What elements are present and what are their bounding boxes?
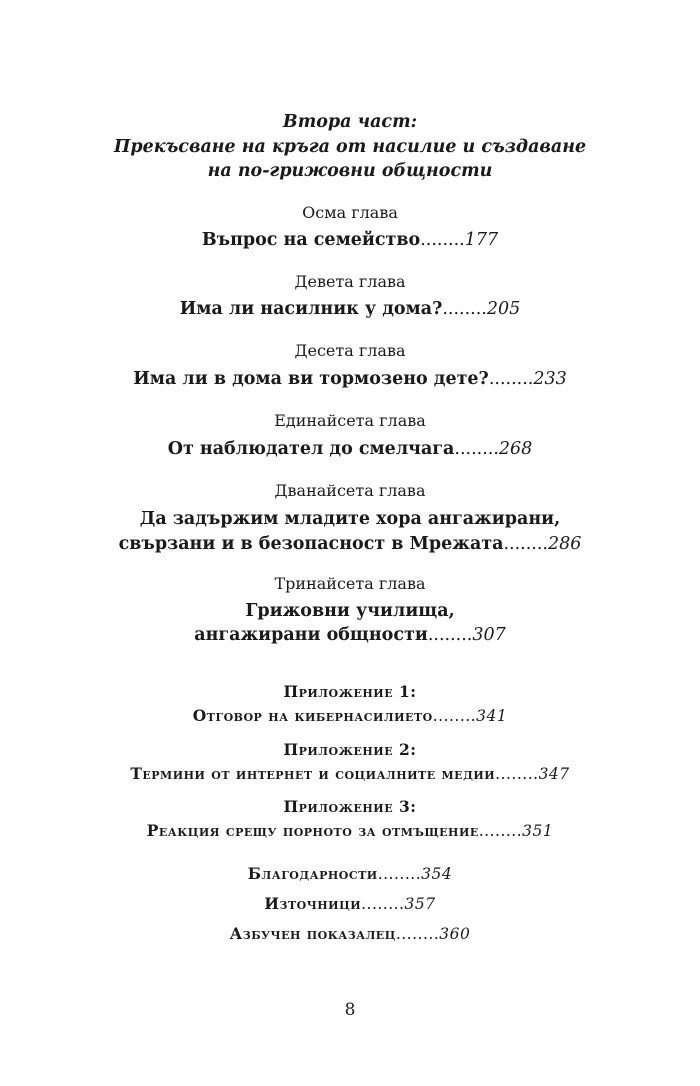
leader-dots: ........ (361, 895, 405, 913)
chapter-entry[interactable] (0, 439, 700, 459)
chapter-label: Тринайсета глава (274, 574, 426, 593)
chapter-title: свързани и в безопасност в Мрежата (118, 534, 504, 554)
endmatter-title: Източници (264, 894, 362, 913)
chapter-title: От наблюдател до смелчага (167, 439, 455, 459)
page-ref: 347 (538, 765, 570, 783)
endmatter-entry[interactable] (0, 924, 700, 943)
leader-dots: ........ (395, 925, 440, 943)
page-ref: 286 (548, 534, 582, 554)
page-ref: 307 (472, 625, 506, 645)
chapter-label: Десета глава (294, 341, 406, 360)
part-heading-line-1: Втора част: (282, 112, 418, 132)
page-ref: 354 (421, 865, 453, 883)
appendix-title: Отговор на кибернасилието (192, 706, 433, 725)
leader-dots: ........ (488, 369, 534, 389)
page-number: 8 (344, 1000, 356, 1020)
chapter-title: Въпрос на семейство (201, 230, 421, 250)
chapter-entry[interactable] (0, 230, 700, 250)
leader-dots: ........ (478, 822, 523, 840)
part-heading-line-2: Прекъсване на кръга от насилие и създаване (113, 137, 587, 157)
chapter-entry[interactable] (0, 369, 700, 389)
chapter-entry-line-1[interactable] (0, 509, 700, 529)
chapter-label: Осма глава (302, 203, 398, 222)
chapter-title: Има ли насилник у дома? (179, 299, 443, 319)
appendix-title: Термини от интернет и социалните медии (130, 764, 496, 783)
leader-dots: ........ (503, 534, 548, 554)
chapter-entry-line-2[interactable] (0, 534, 700, 554)
appendix-title: Реакция срещу порното за отмъщение (146, 821, 479, 840)
chapter-entry-line-2[interactable] (0, 625, 700, 645)
chapter-entry[interactable] (0, 299, 700, 319)
page-ref: 357 (404, 895, 436, 913)
leader-dots: ........ (442, 299, 487, 319)
page-ref: 205 (486, 299, 521, 319)
chapter-label: Девета глава (294, 272, 406, 291)
endmatter-title: Благодарности (247, 864, 378, 883)
page-ref: 268 (498, 439, 533, 459)
chapter-label: Дванайсета глава (274, 481, 426, 500)
appendix-entry[interactable] (0, 764, 700, 783)
leader-dots: ........ (454, 439, 499, 459)
leader-dots: ........ (377, 865, 422, 883)
appendix-label: Приложение 1: (283, 682, 417, 701)
appendix-entry[interactable] (0, 706, 700, 725)
endmatter-title: Азбучен показалец (229, 924, 396, 943)
leader-dots: ........ (427, 625, 473, 645)
chapter-title: Има ли в дома ви тормозено дете? (133, 369, 489, 389)
leader-dots: ........ (432, 707, 477, 725)
leader-dots: ........ (420, 230, 465, 250)
chapter-title: ангажирани общности (194, 625, 428, 645)
chapter-title: Да задържим младите хора ангажирани, (139, 509, 561, 529)
endmatter-entry[interactable] (0, 894, 700, 913)
chapter-title: Грижовни училища, (245, 601, 455, 621)
page-ref: 341 (476, 707, 508, 725)
page-ref: 233 (533, 369, 567, 389)
leader-dots: ........ (495, 765, 539, 783)
endmatter-entry[interactable] (0, 864, 700, 883)
page-ref: 360 (439, 925, 471, 943)
page-ref: 177 (464, 230, 499, 250)
chapter-label: Единайсета глава (274, 411, 426, 430)
appendix-label: Приложение 3: (283, 797, 417, 816)
appendix-entry[interactable] (0, 821, 700, 840)
appendix-label: Приложение 2: (283, 740, 417, 759)
page-ref: 351 (522, 822, 554, 840)
chapter-entry-line-1[interactable] (0, 601, 700, 621)
part-heading-line-3: на по-грижовни общности (207, 161, 493, 181)
